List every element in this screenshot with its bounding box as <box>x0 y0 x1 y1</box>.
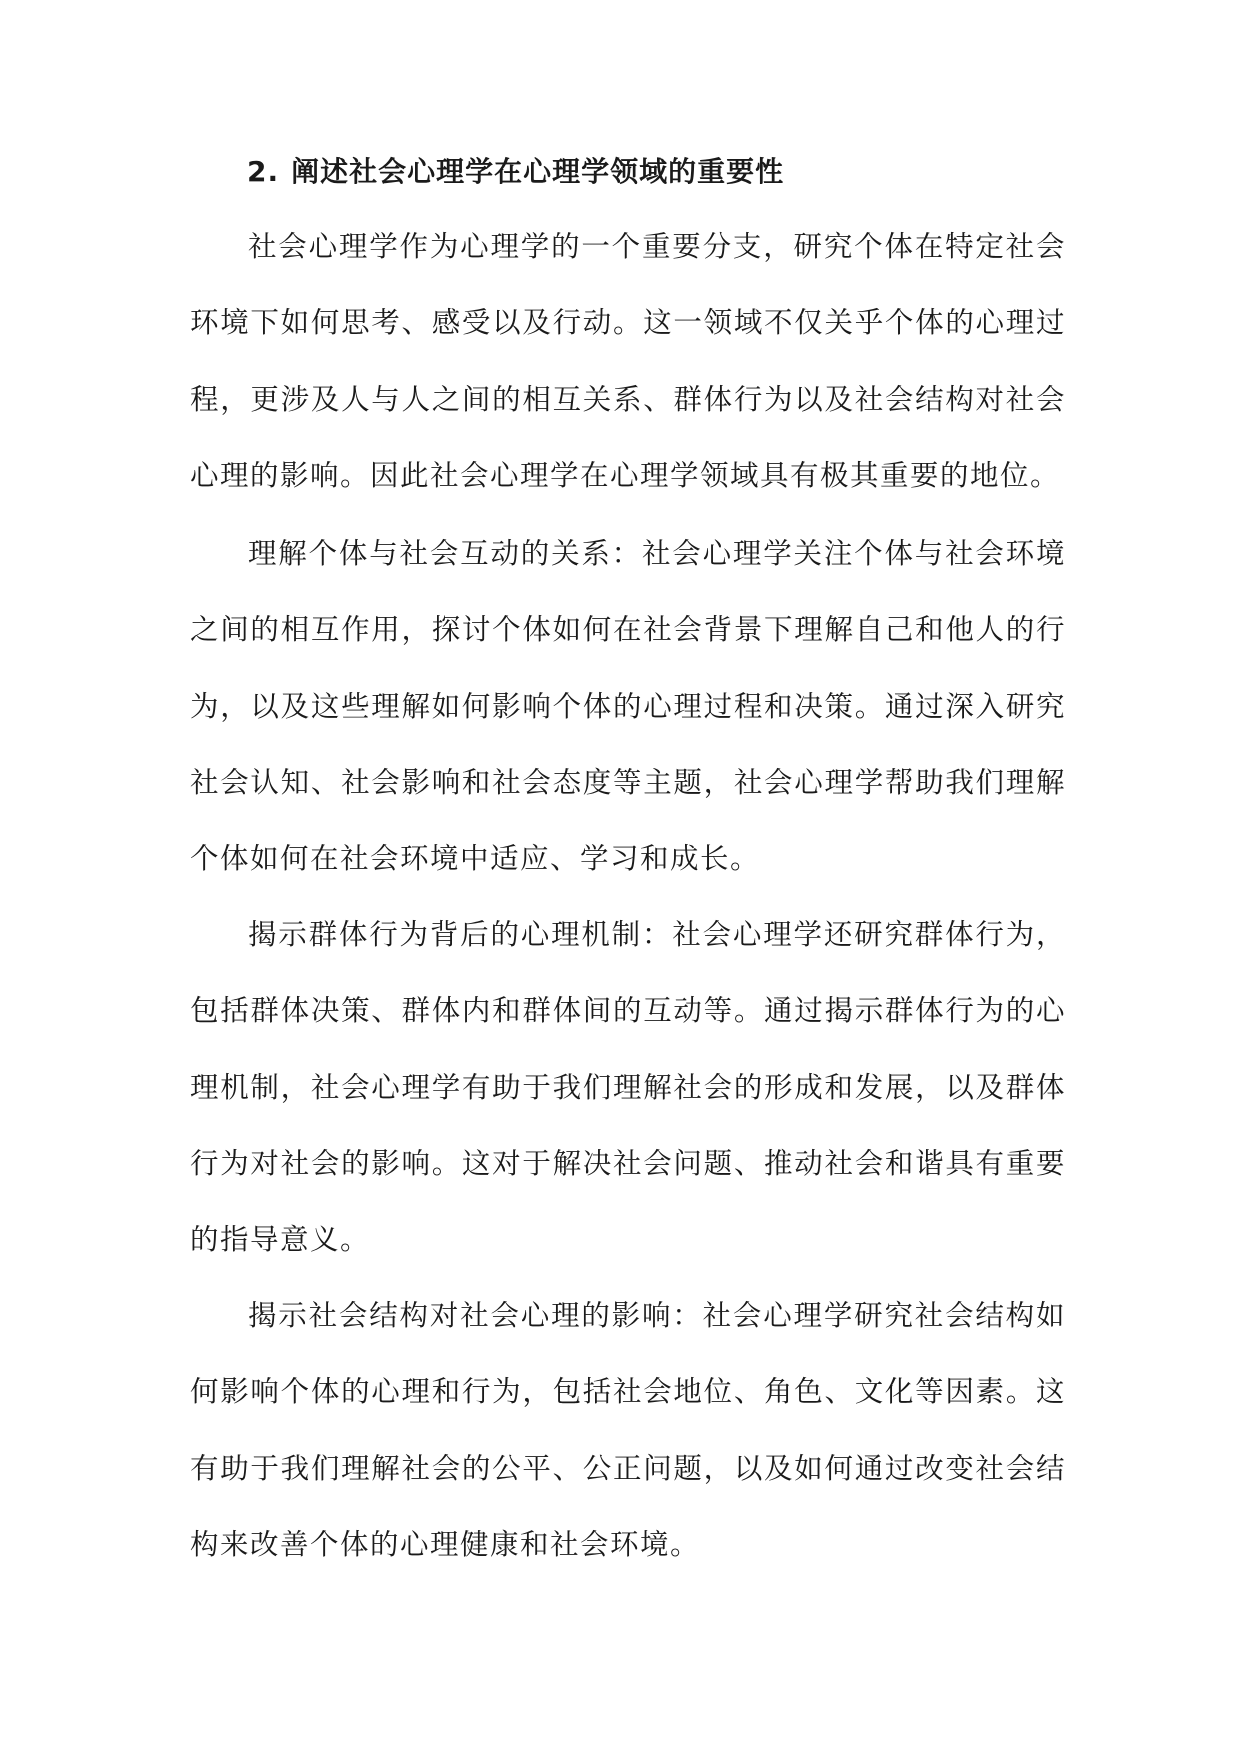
paragraph-group-behavior: 揭示群体行为背后的心理机制：社会心理学还研究群体行为，包括群体决策、群体内和群体间的互动等。通过揭示群体行为的心理机制，社会心理学有助于我们理解社会的形成和发展，以及群体行为对社会的影响。这对于解决社会问题、推动社会和谐具有重要的指导意义。 <box>190 918 1066 1257</box>
section-title: 阐述社会心理学在心理学领域的重要性 <box>291 155 785 188</box>
section-number: 2. <box>247 155 280 188</box>
paragraph-individual-society: 理解个体与社会互动的关系：社会心理学关注个体与社会环境之间的相互作用，探讨个体如何在社会背景下理解自己和他人的行为，以及这些理解如何影响个体的心理过程和决策。通过深入研究社会认知、社会影响和社会态度等主题，社会心理学帮助我们理解个体如何在社会环境中适应、学习和成长。 <box>190 537 1066 876</box>
section-heading <box>247 150 784 194</box>
paragraph-intro: 社会心理学作为心理学的一个重要分支，研究个体在特定社会环境下如何思考、感受以及行动。这一领域不仅关乎个体的心理过程，更涉及人与人之间的相互关系、群体行为以及社会结构对社会心理的影响。因此社会心理学在心理学领域具有极其重要的地位。 <box>190 230 1066 492</box>
paragraph-social-structure: 揭示社会结构对社会心理的影响：社会心理学研究社会结构如何影响个体的心理和行为，包括社会地位、角色、文化等因素。这有助于我们理解社会的公平、公正问题，以及如何通过改变社会结构来改善个体的心理健康和社会环境。 <box>190 1299 1066 1561</box>
